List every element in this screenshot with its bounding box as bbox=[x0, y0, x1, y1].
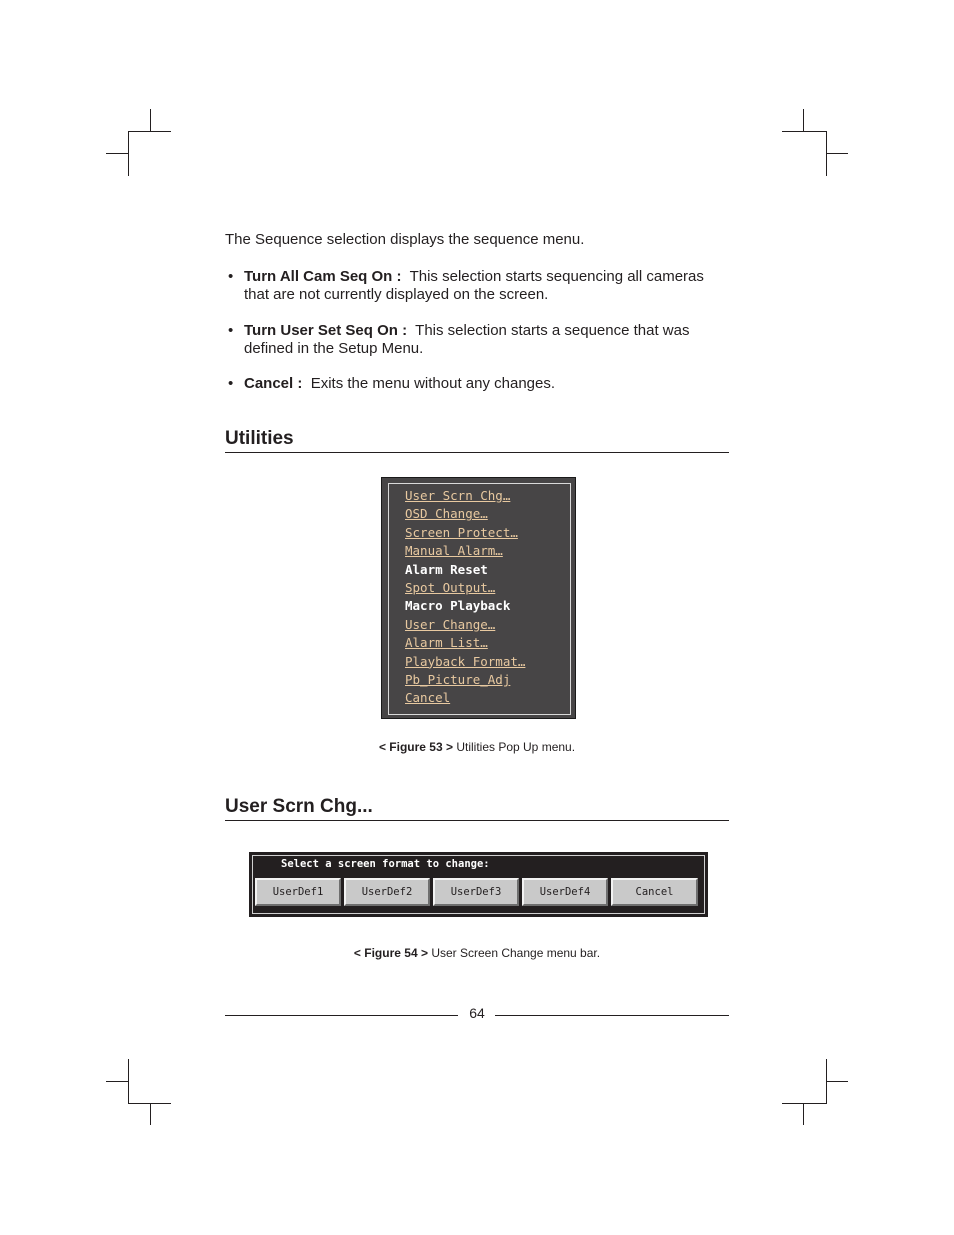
bullet-desc: This selection starts a sequence that was bbox=[415, 322, 690, 339]
utilities-popup-menu bbox=[381, 477, 576, 719]
crop-mark bbox=[803, 109, 804, 131]
menu-item-spot-output[interactable]: Spot Output… bbox=[405, 579, 496, 595]
bullet-term: Cancel : bbox=[244, 375, 303, 392]
bullet-text bbox=[244, 322, 748, 358]
bullet-term: Turn User Set Seq On : bbox=[244, 322, 408, 339]
figure-53-caption bbox=[0, 740, 954, 754]
menu-item-screen-protect[interactable]: Screen Protect… bbox=[405, 524, 518, 540]
section-utilities bbox=[225, 428, 729, 453]
popup-item-list bbox=[405, 487, 525, 708]
crop-mark bbox=[826, 153, 848, 154]
bullet-turn-all-cam-seq bbox=[228, 268, 748, 304]
menu-item-cancel[interactable]: Cancel bbox=[405, 690, 451, 706]
section-title: User Scrn Chg... bbox=[225, 796, 373, 817]
figure-text: Utilities Pop Up menu. bbox=[456, 740, 576, 754]
menu-item-macro-playback[interactable]: Macro Playback bbox=[405, 598, 511, 614]
crop-mark bbox=[826, 1059, 827, 1104]
crop-mark bbox=[128, 131, 171, 132]
page-number: 64 bbox=[469, 1005, 485, 1021]
bullet-dot: • bbox=[228, 322, 234, 339]
menu-item-osd-change[interactable]: OSD Change… bbox=[405, 506, 488, 522]
userdef2-button[interactable]: UserDef2 bbox=[344, 878, 430, 906]
menu-bar-prompt: Select a screen format to change: bbox=[281, 858, 490, 870]
crop-mark bbox=[150, 1103, 151, 1125]
menu-item-pb-picture-adj[interactable]: Pb_Picture_Adj bbox=[405, 671, 511, 687]
crop-mark bbox=[826, 1081, 848, 1082]
bullet-dot: • bbox=[228, 375, 234, 392]
menu-item-playback-format[interactable]: Playback Format… bbox=[405, 653, 526, 669]
bullet-text bbox=[244, 268, 748, 304]
menu-item-alarm-list[interactable]: Alarm List… bbox=[405, 635, 488, 651]
figure-label: < Figure 53 > bbox=[378, 740, 453, 754]
bullet-cancel bbox=[228, 375, 748, 393]
bullet-desc: This selection starts sequencing all cameras bbox=[409, 268, 704, 285]
userdef3-button[interactable]: UserDef3 bbox=[433, 878, 519, 906]
crop-mark bbox=[803, 1103, 804, 1125]
crop-mark bbox=[782, 131, 826, 132]
userdef4-button[interactable]: UserDef4 bbox=[522, 878, 608, 906]
crop-mark bbox=[150, 109, 151, 131]
figure-text: User Screen Change menu bar. bbox=[431, 946, 601, 960]
section-user-scrn-chg bbox=[225, 796, 729, 821]
crop-mark bbox=[106, 153, 128, 154]
crop-mark bbox=[782, 1103, 826, 1104]
figure-label: < Figure 54 > bbox=[353, 946, 428, 960]
bullet-term: Turn All Cam Seq On : bbox=[244, 268, 402, 285]
crop-mark bbox=[128, 131, 129, 176]
cancel-button[interactable]: Cancel bbox=[611, 878, 698, 906]
menu-item-user-change[interactable]: User Change… bbox=[405, 616, 496, 632]
menu-item-alarm-reset[interactable]: Alarm Reset bbox=[405, 561, 488, 577]
userdef1-button[interactable]: UserDef1 bbox=[255, 878, 341, 906]
bullet-desc-cont: that are not currently displayed on the screen. bbox=[244, 286, 549, 303]
bullet-desc-cont: defined in the Setup Menu. bbox=[244, 340, 424, 357]
bullet-turn-user-set-seq bbox=[228, 322, 748, 358]
crop-mark bbox=[106, 1081, 128, 1082]
intro-text: The Sequence selection displays the sequence menu. bbox=[225, 231, 585, 248]
footer-rule-right bbox=[495, 1015, 729, 1016]
section-title: Utilities bbox=[225, 428, 294, 449]
bullet-dot: • bbox=[228, 268, 234, 285]
bullet-text bbox=[244, 375, 748, 393]
menu-item-user-scrn-chg[interactable]: User Scrn Chg… bbox=[405, 488, 511, 503]
crop-mark bbox=[128, 1059, 129, 1104]
figure-54-caption bbox=[0, 946, 954, 960]
user-screen-change-menu-bar bbox=[249, 852, 708, 917]
bullet-desc: Exits the menu without any changes. bbox=[310, 375, 556, 392]
menu-item-manual-alarm[interactable]: Manual Alarm… bbox=[405, 543, 503, 559]
